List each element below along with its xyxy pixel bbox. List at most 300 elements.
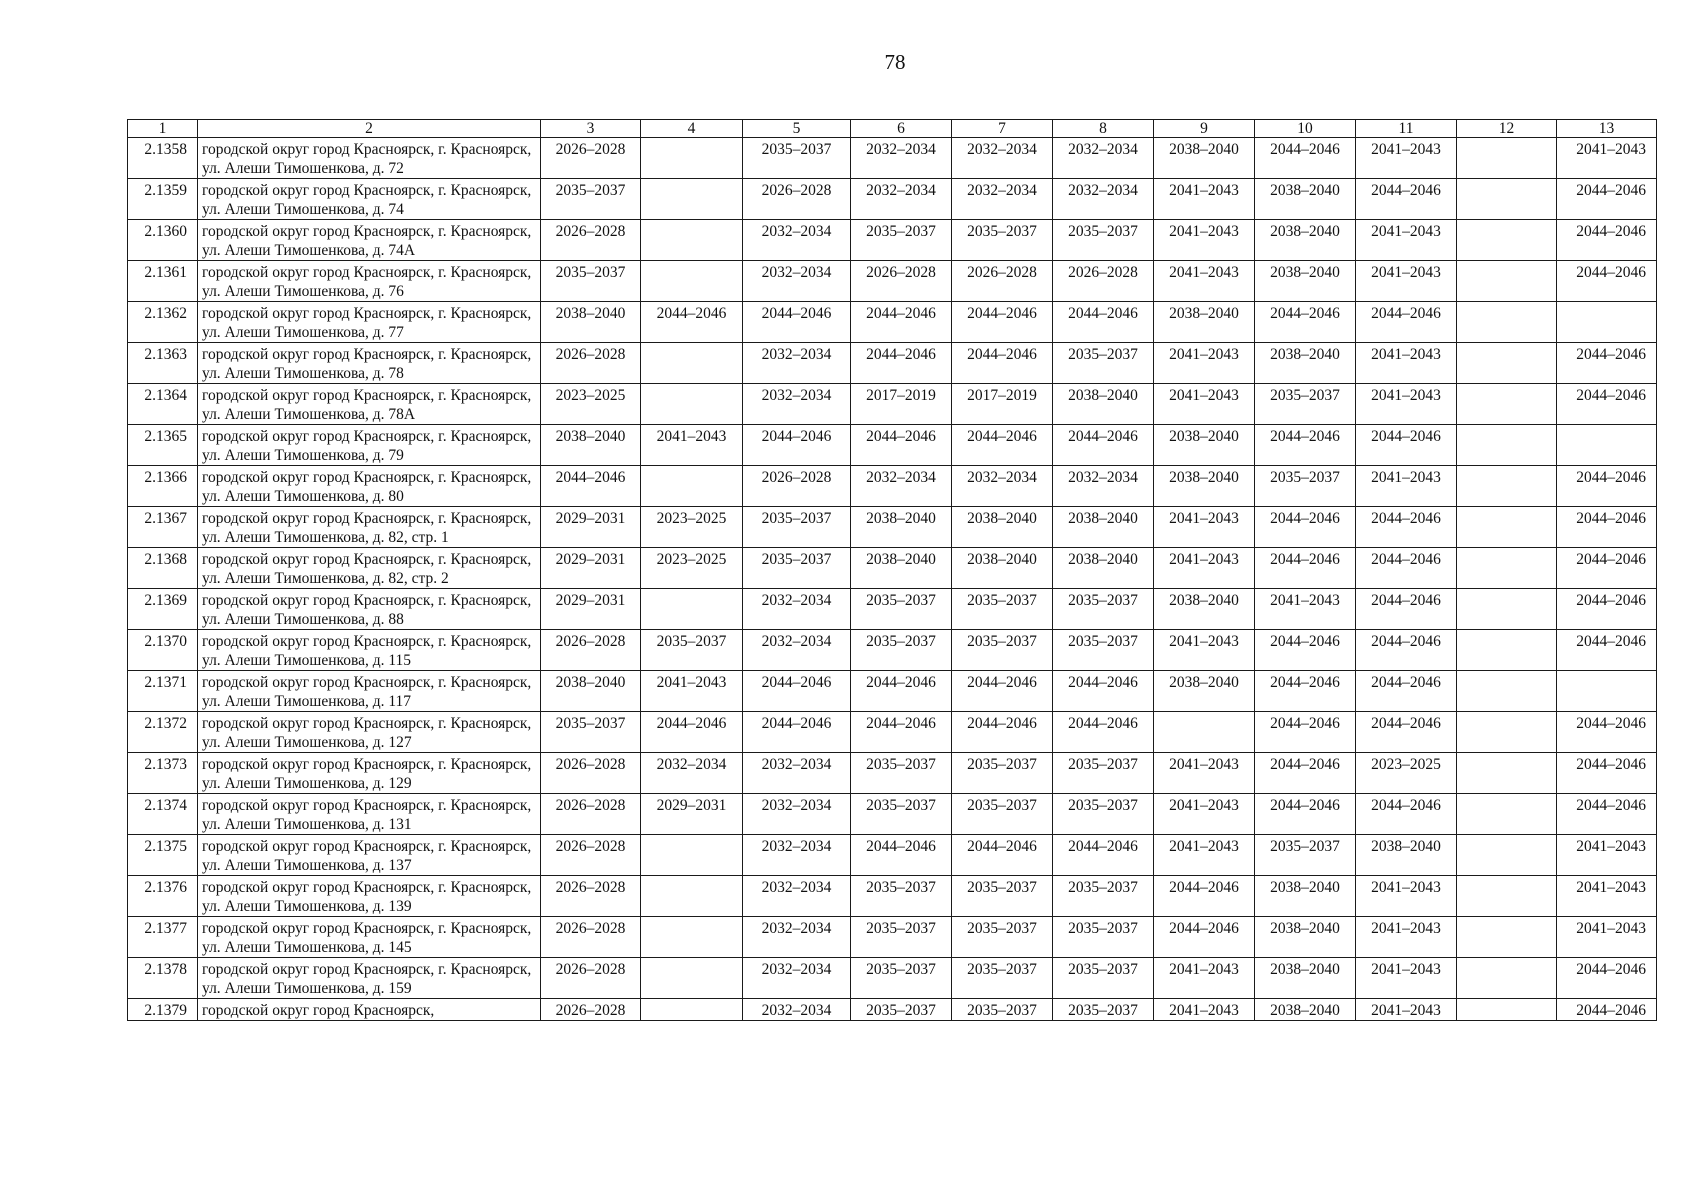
period-cell: 2044–2046 (1557, 548, 1657, 589)
period-cell: 2044–2046 (851, 835, 952, 876)
column-header-7: 7 (952, 120, 1053, 138)
period-cell: 2026–2028 (541, 794, 641, 835)
period-cell: 2035–2037 (952, 958, 1053, 999)
row-number-cell: 2.1379 (128, 999, 198, 1021)
period-cell: 2026–2028 (541, 343, 641, 384)
row-number-cell: 2.1372 (128, 712, 198, 753)
period-cell: 2044–2046 (1053, 302, 1154, 343)
period-cell: 2044–2046 (1557, 794, 1657, 835)
period-cell: 2038–2040 (1255, 343, 1356, 384)
period-cell: 2038–2040 (952, 548, 1053, 589)
period-cell: 2044–2046 (1557, 630, 1657, 671)
table-row (128, 589, 1657, 630)
period-cell: 2026–2028 (743, 466, 851, 507)
period-cell: 2044–2046 (1557, 589, 1657, 630)
period-cell: 2041–2043 (1154, 753, 1255, 794)
period-cell: 2044–2046 (1557, 343, 1657, 384)
period-cell: 2032–2034 (851, 179, 952, 220)
table-row (128, 220, 1657, 261)
period-cell: 2035–2037 (851, 999, 952, 1021)
period-cell: 2032–2034 (743, 999, 851, 1021)
address-cell: городской округ город Красноярск, г. Красноярск, ул. Алеши Тимошенкова, д. 77 (198, 302, 541, 343)
period-cell: 2044–2046 (1255, 794, 1356, 835)
address-cell: городской округ город Красноярск, г. Красноярск, ул. Алеши Тимошенкова, д. 131 (198, 794, 541, 835)
period-cell (1457, 917, 1557, 958)
period-cell: 2044–2046 (1154, 917, 1255, 958)
period-cell (641, 835, 743, 876)
period-cell (1457, 466, 1557, 507)
period-cell: 2044–2046 (1557, 220, 1657, 261)
period-cell (1457, 384, 1557, 425)
period-cell: 2044–2046 (952, 343, 1053, 384)
period-cell: 2041–2043 (1356, 876, 1457, 917)
period-cell: 2035–2037 (1053, 220, 1154, 261)
period-cell: 2041–2043 (1356, 999, 1457, 1021)
period-cell: 2041–2043 (641, 671, 743, 712)
period-cell: 2044–2046 (1557, 712, 1657, 753)
period-cell: 2044–2046 (1255, 425, 1356, 466)
column-header-11: 11 (1356, 120, 1457, 138)
row-number-cell: 2.1362 (128, 302, 198, 343)
period-cell: 2044–2046 (1557, 384, 1657, 425)
address-cell: городской округ город Красноярск, г. Красноярск, ул. Алеши Тимошенкова, д. 78 (198, 343, 541, 384)
period-cell: 2035–2037 (851, 753, 952, 794)
period-cell: 2035–2037 (1053, 343, 1154, 384)
period-cell: 2038–2040 (1356, 835, 1457, 876)
table-row (128, 999, 1657, 1021)
period-cell: 2026–2028 (541, 999, 641, 1021)
period-cell (1457, 630, 1557, 671)
period-cell: 2038–2040 (1154, 466, 1255, 507)
address-cell: городской округ город Красноярск, (198, 999, 541, 1021)
period-cell (641, 958, 743, 999)
period-cell: 2032–2034 (1053, 138, 1154, 179)
period-cell: 2023–2025 (541, 384, 641, 425)
table-row (128, 425, 1657, 466)
period-cell: 2044–2046 (1356, 179, 1457, 220)
period-cell (1457, 753, 1557, 794)
period-cell: 2041–2043 (1154, 179, 1255, 220)
period-cell: 2044–2046 (1255, 712, 1356, 753)
row-number-cell: 2.1370 (128, 630, 198, 671)
period-cell: 2032–2034 (952, 179, 1053, 220)
period-cell: 2035–2037 (952, 917, 1053, 958)
period-cell: 2035–2037 (952, 794, 1053, 835)
period-cell: 2044–2046 (1356, 671, 1457, 712)
period-cell: 2044–2046 (952, 835, 1053, 876)
period-cell: 2041–2043 (1154, 220, 1255, 261)
period-cell: 2026–2028 (851, 261, 952, 302)
period-cell: 2044–2046 (641, 712, 743, 753)
period-cell: 2035–2037 (1053, 917, 1154, 958)
period-cell (641, 917, 743, 958)
period-cell: 2032–2034 (743, 753, 851, 794)
period-cell: 2038–2040 (1255, 261, 1356, 302)
table-row (128, 835, 1657, 876)
period-cell: 2038–2040 (541, 425, 641, 466)
period-cell: 2026–2028 (541, 835, 641, 876)
period-cell: 2041–2043 (1154, 630, 1255, 671)
period-cell (1457, 220, 1557, 261)
period-cell: 2035–2037 (1053, 753, 1154, 794)
column-header-8: 8 (1053, 120, 1154, 138)
period-cell: 2044–2046 (1356, 302, 1457, 343)
row-number-cell: 2.1374 (128, 794, 198, 835)
period-cell: 2044–2046 (1255, 671, 1356, 712)
address-cell: городской округ город Красноярск, г. Красноярск, ул. Алеши Тимошенкова, д. 80 (198, 466, 541, 507)
period-cell: 2041–2043 (1154, 794, 1255, 835)
period-cell: 2041–2043 (1557, 917, 1657, 958)
period-cell: 2023–2025 (1356, 753, 1457, 794)
period-cell: 2044–2046 (1255, 548, 1356, 589)
column-header-12: 12 (1457, 120, 1557, 138)
period-cell: 2035–2037 (641, 630, 743, 671)
period-cell: 2041–2043 (1154, 835, 1255, 876)
period-cell: 2029–2031 (541, 507, 641, 548)
period-cell: 2044–2046 (743, 302, 851, 343)
period-cell: 2041–2043 (1356, 958, 1457, 999)
period-cell: 2044–2046 (1557, 466, 1657, 507)
period-cell (641, 343, 743, 384)
period-cell (641, 384, 743, 425)
table-row (128, 261, 1657, 302)
period-cell: 2032–2034 (743, 589, 851, 630)
period-cell (1457, 138, 1557, 179)
period-cell: 2035–2037 (1255, 835, 1356, 876)
period-cell (1457, 507, 1557, 548)
page-number: 78 (884, 50, 906, 74)
period-cell: 2044–2046 (1255, 753, 1356, 794)
period-cell: 2029–2031 (641, 794, 743, 835)
column-header-2: 2 (198, 120, 541, 138)
period-cell: 2041–2043 (1154, 999, 1255, 1021)
period-cell: 2035–2037 (851, 630, 952, 671)
period-cell: 2038–2040 (1053, 384, 1154, 425)
address-cell: городской округ город Красноярск, г. Красноярск, ул. Алеши Тимошенкова, д. 82, стр. 2 (198, 548, 541, 589)
period-cell: 2032–2034 (743, 630, 851, 671)
period-cell: 2032–2034 (743, 876, 851, 917)
address-cell: городской округ город Красноярск, г. Красноярск, ул. Алеши Тимошенкова, д. 74А (198, 220, 541, 261)
period-cell: 2044–2046 (952, 425, 1053, 466)
period-cell: 2026–2028 (541, 220, 641, 261)
period-cell: 2041–2043 (641, 425, 743, 466)
period-cell: 2044–2046 (743, 712, 851, 753)
table-row (128, 466, 1657, 507)
period-cell: 2041–2043 (1154, 261, 1255, 302)
period-cell: 2035–2037 (1053, 589, 1154, 630)
period-cell: 2029–2031 (541, 589, 641, 630)
table-body (128, 138, 1657, 1021)
period-cell: 2032–2034 (743, 835, 851, 876)
period-cell: 2044–2046 (1053, 671, 1154, 712)
period-cell: 2035–2037 (952, 876, 1053, 917)
period-cell: 2044–2046 (541, 466, 641, 507)
period-cell (1154, 712, 1255, 753)
row-number-cell: 2.1376 (128, 876, 198, 917)
period-cell: 2041–2043 (1356, 220, 1457, 261)
period-cell: 2044–2046 (1557, 261, 1657, 302)
address-cell: городской округ город Красноярск, г. Красноярск, ул. Алеши Тимошенкова, д. 79 (198, 425, 541, 466)
period-cell: 2044–2046 (952, 302, 1053, 343)
period-cell: 2032–2034 (851, 466, 952, 507)
period-cell: 2044–2046 (1557, 958, 1657, 999)
table-row (128, 712, 1657, 753)
period-cell: 2044–2046 (851, 425, 952, 466)
period-cell: 2044–2046 (1356, 425, 1457, 466)
column-header-13: 13 (1557, 120, 1657, 138)
period-cell: 2038–2040 (1154, 302, 1255, 343)
period-cell (1457, 302, 1557, 343)
row-number-cell: 2.1367 (128, 507, 198, 548)
period-cell: 2035–2037 (743, 507, 851, 548)
period-cell: 2038–2040 (1154, 671, 1255, 712)
period-cell: 2038–2040 (851, 548, 952, 589)
period-cell: 2035–2037 (952, 220, 1053, 261)
period-cell: 2032–2034 (1053, 179, 1154, 220)
period-cell (1457, 548, 1557, 589)
period-cell: 2032–2034 (743, 261, 851, 302)
period-cell: 2032–2034 (952, 466, 1053, 507)
period-cell: 2032–2034 (1053, 466, 1154, 507)
period-cell: 2044–2046 (851, 302, 952, 343)
period-cell: 2017–2019 (952, 384, 1053, 425)
row-number-cell: 2.1378 (128, 958, 198, 999)
period-cell: 2038–2040 (1255, 958, 1356, 999)
period-cell: 2044–2046 (1557, 753, 1657, 794)
period-cell: 2032–2034 (851, 138, 952, 179)
period-cell: 2038–2040 (1255, 220, 1356, 261)
column-header-3: 3 (541, 120, 641, 138)
period-cell: 2035–2037 (851, 589, 952, 630)
row-number-cell: 2.1371 (128, 671, 198, 712)
table-row (128, 507, 1657, 548)
period-cell: 2023–2025 (641, 548, 743, 589)
column-header-10: 10 (1255, 120, 1356, 138)
period-cell (1457, 589, 1557, 630)
period-cell: 2044–2046 (1053, 835, 1154, 876)
period-cell (1457, 712, 1557, 753)
period-cell: 2041–2043 (1154, 958, 1255, 999)
column-header-5: 5 (743, 120, 851, 138)
period-cell: 2044–2046 (851, 712, 952, 753)
period-cell: 2035–2037 (1053, 999, 1154, 1021)
period-cell: 2038–2040 (1255, 917, 1356, 958)
row-number-cell: 2.1361 (128, 261, 198, 302)
table-header (128, 120, 1657, 138)
period-cell: 2035–2037 (851, 958, 952, 999)
address-cell: городской округ город Красноярск, г. Красноярск, ул. Алеши Тимошенкова, д. 129 (198, 753, 541, 794)
period-cell: 2038–2040 (1154, 138, 1255, 179)
address-cell: городской округ город Красноярск, г. Красноярск, ул. Алеши Тимошенкова, д. 115 (198, 630, 541, 671)
period-cell: 2041–2043 (1557, 835, 1657, 876)
period-cell (641, 589, 743, 630)
table-row (128, 753, 1657, 794)
period-cell: 2026–2028 (952, 261, 1053, 302)
table-row (128, 548, 1657, 589)
period-cell: 2044–2046 (851, 343, 952, 384)
table-row (128, 384, 1657, 425)
period-cell (641, 179, 743, 220)
row-number-cell: 2.1377 (128, 917, 198, 958)
table-row (128, 138, 1657, 179)
period-cell: 2026–2028 (541, 138, 641, 179)
period-cell: 2041–2043 (1557, 876, 1657, 917)
row-number-cell: 2.1363 (128, 343, 198, 384)
period-cell: 2032–2034 (743, 958, 851, 999)
row-number-cell: 2.1360 (128, 220, 198, 261)
address-cell: городской округ город Красноярск, г. Красноярск, ул. Алеши Тимошенкова, д. 72 (198, 138, 541, 179)
period-cell: 2044–2046 (1255, 507, 1356, 548)
period-cell: 2044–2046 (1255, 138, 1356, 179)
period-cell (1457, 261, 1557, 302)
period-cell (1457, 425, 1557, 466)
period-cell: 2044–2046 (1053, 425, 1154, 466)
period-cell: 2038–2040 (1154, 425, 1255, 466)
period-cell (1457, 794, 1557, 835)
period-cell (1557, 302, 1657, 343)
period-cell: 2035–2037 (952, 630, 1053, 671)
period-cell: 2044–2046 (1356, 507, 1457, 548)
period-cell: 2038–2040 (1154, 589, 1255, 630)
table-row (128, 876, 1657, 917)
period-cell: 2035–2037 (1255, 466, 1356, 507)
address-cell: городской округ город Красноярск, г. Красноярск, ул. Алеши Тимошенкова, д. 139 (198, 876, 541, 917)
address-cell: городской округ город Красноярск, г. Красноярск, ул. Алеши Тимошенкова, д. 74 (198, 179, 541, 220)
address-cell: городской округ город Красноярск, г. Красноярск, ул. Алеши Тимошенкова, д. 145 (198, 917, 541, 958)
period-cell: 2041–2043 (1255, 589, 1356, 630)
period-cell: 2026–2028 (541, 917, 641, 958)
period-cell: 2035–2037 (1053, 876, 1154, 917)
period-cell: 2038–2040 (541, 671, 641, 712)
period-cell: 2041–2043 (1356, 343, 1457, 384)
period-cell (641, 220, 743, 261)
period-cell: 2038–2040 (1255, 999, 1356, 1021)
address-cell: городской округ город Красноярск, г. Красноярск, ул. Алеши Тимошенкова, д. 137 (198, 835, 541, 876)
period-cell (641, 261, 743, 302)
period-cell: 2044–2046 (851, 671, 952, 712)
period-cell: 2041–2043 (1356, 261, 1457, 302)
period-cell: 2023–2025 (641, 507, 743, 548)
period-cell: 2044–2046 (1557, 179, 1657, 220)
period-cell: 2026–2028 (541, 958, 641, 999)
address-cell: городской округ город Красноярск, г. Красноярск, ул. Алеши Тимошенкова, д. 117 (198, 671, 541, 712)
period-cell: 2044–2046 (743, 425, 851, 466)
period-cell: 2041–2043 (1356, 466, 1457, 507)
period-cell: 2026–2028 (541, 753, 641, 794)
period-cell: 2038–2040 (952, 507, 1053, 548)
period-cell: 2029–2031 (541, 548, 641, 589)
period-cell: 2038–2040 (1053, 548, 1154, 589)
period-cell: 2038–2040 (851, 507, 952, 548)
row-number-cell: 2.1373 (128, 753, 198, 794)
period-cell: 2044–2046 (1255, 302, 1356, 343)
period-cell: 2044–2046 (1356, 589, 1457, 630)
period-cell: 2035–2037 (952, 999, 1053, 1021)
period-cell: 2035–2037 (743, 138, 851, 179)
period-cell: 2041–2043 (1356, 138, 1457, 179)
period-cell (1457, 835, 1557, 876)
period-cell: 2035–2037 (541, 261, 641, 302)
period-cell (1557, 671, 1657, 712)
address-cell: городской округ город Красноярск, г. Красноярск, ул. Алеши Тимошенкова, д. 159 (198, 958, 541, 999)
period-cell: 2035–2037 (952, 753, 1053, 794)
table-row (128, 794, 1657, 835)
period-cell (641, 466, 743, 507)
period-cell: 2032–2034 (743, 343, 851, 384)
period-cell: 2044–2046 (1053, 712, 1154, 753)
period-cell: 2035–2037 (541, 179, 641, 220)
period-cell: 2032–2034 (952, 138, 1053, 179)
table-row (128, 302, 1657, 343)
period-cell: 2044–2046 (1154, 876, 1255, 917)
period-cell: 2041–2043 (1154, 507, 1255, 548)
table-row (128, 671, 1657, 712)
period-cell (641, 999, 743, 1021)
table-row (128, 630, 1657, 671)
period-cell: 2041–2043 (1356, 917, 1457, 958)
address-cell: городской округ город Красноярск, г. Красноярск, ул. Алеши Тимошенкова, д. 88 (198, 589, 541, 630)
period-cell: 2041–2043 (1356, 384, 1457, 425)
period-cell: 2044–2046 (1356, 712, 1457, 753)
period-cell: 2038–2040 (1255, 179, 1356, 220)
period-cell: 2044–2046 (743, 671, 851, 712)
period-cell: 2035–2037 (851, 220, 952, 261)
period-cell: 2041–2043 (1154, 343, 1255, 384)
period-cell (1457, 876, 1557, 917)
period-cell: 2035–2037 (851, 876, 952, 917)
address-cell: городской округ город Красноярск, г. Красноярск, ул. Алеши Тимошенкова, д. 78А (198, 384, 541, 425)
row-number-cell: 2.1375 (128, 835, 198, 876)
period-cell: 2035–2037 (541, 712, 641, 753)
period-cell: 2044–2046 (1356, 548, 1457, 589)
column-header-1: 1 (128, 120, 198, 138)
period-cell: 2035–2037 (1053, 958, 1154, 999)
period-cell: 2041–2043 (1557, 138, 1657, 179)
repair-schedule-table (127, 119, 1657, 1021)
table-row (128, 917, 1657, 958)
period-cell: 2035–2037 (1053, 794, 1154, 835)
address-cell: городской округ город Красноярск, г. Красноярск, ул. Алеши Тимошенкова, д. 127 (198, 712, 541, 753)
period-cell: 2044–2046 (952, 712, 1053, 753)
period-cell (641, 138, 743, 179)
period-cell: 2038–2040 (1053, 507, 1154, 548)
period-cell: 2044–2046 (1255, 630, 1356, 671)
period-cell (1457, 671, 1557, 712)
period-cell: 2044–2046 (1557, 507, 1657, 548)
period-cell: 2044–2046 (641, 302, 743, 343)
period-cell: 2044–2046 (1356, 630, 1457, 671)
row-number-cell: 2.1366 (128, 466, 198, 507)
table-row (128, 343, 1657, 384)
column-header-4: 4 (641, 120, 743, 138)
period-cell: 2026–2028 (541, 876, 641, 917)
address-cell: городской округ город Красноярск, г. Красноярск, ул. Алеши Тимошенкова, д. 76 (198, 261, 541, 302)
row-number-cell: 2.1368 (128, 548, 198, 589)
period-cell (1457, 958, 1557, 999)
period-cell: 2032–2034 (743, 794, 851, 835)
row-number-cell: 2.1359 (128, 179, 198, 220)
period-cell: 2017–2019 (851, 384, 952, 425)
period-cell: 2032–2034 (743, 384, 851, 425)
table-row (128, 958, 1657, 999)
row-number-cell: 2.1364 (128, 384, 198, 425)
column-number-row (128, 120, 1657, 138)
period-cell: 2035–2037 (1255, 384, 1356, 425)
period-cell: 2044–2046 (1356, 794, 1457, 835)
period-cell: 2032–2034 (743, 917, 851, 958)
period-cell (1457, 179, 1557, 220)
period-cell: 2044–2046 (952, 671, 1053, 712)
